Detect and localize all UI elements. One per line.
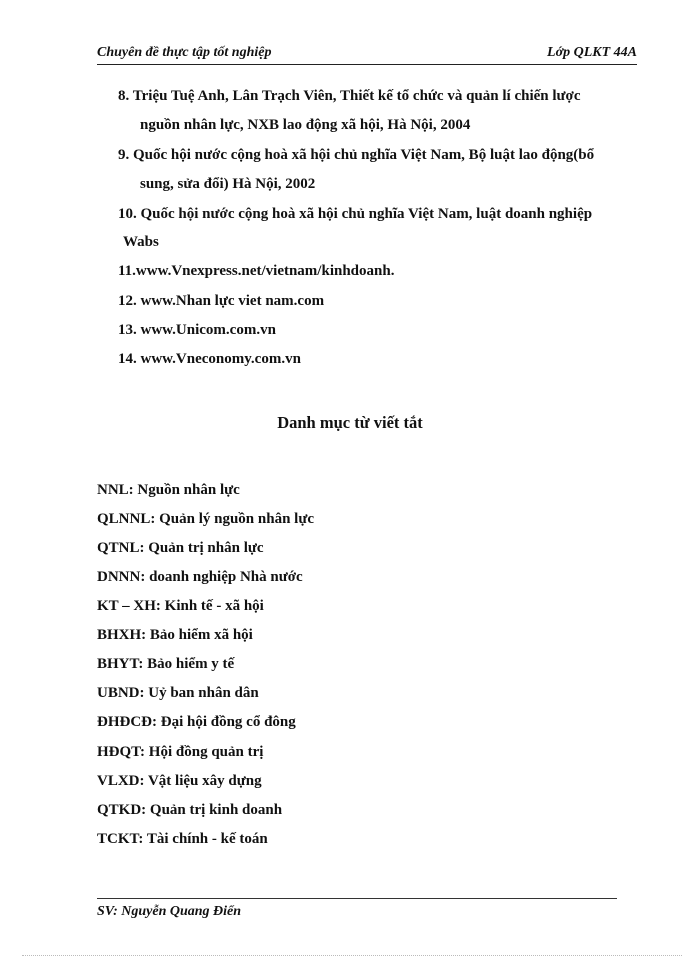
reference-item-continuation: Wabs: [123, 234, 159, 250]
header-course-title: Chuyên đề thực tập tốt nghiệp: [97, 45, 272, 60]
reference-item-continuation: sung, sửa đổi) Hà Nội, 2002: [140, 176, 316, 192]
reference-item: 9. Quốc hội nước cộng hoà xã hội chủ nghĩa Việt Nam, Bộ luật lao động(bổ: [118, 147, 595, 163]
abbreviation-item: QTNL: Quản trị nhân lực: [97, 540, 264, 556]
footer-student-name: SV: Nguyễn Quang Điển: [97, 904, 242, 918]
reference-item: 13. www.Unicom.com.vn: [118, 322, 276, 338]
reference-item: 12. www.Nhan lực viet nam.com: [118, 293, 325, 309]
header-class-name: Lớp QLKT 44A: [547, 45, 637, 60]
reference-item: 8. Triệu Tuệ Anh, Lân Trạch Viên, Thiết kế tổ chức và quản lí chiến lược: [118, 88, 581, 104]
abbreviation-item: ĐHĐCĐ: Đại hội đồng cổ đông: [97, 714, 296, 730]
abbreviation-item: VLXD: Vật liệu xây dựng: [97, 773, 262, 789]
abbreviation-item: BHYT: Bảo hiểm y tế: [97, 656, 235, 672]
footer-divider: [97, 898, 617, 899]
abbreviation-item: UBND: Uỷ ban nhân dân: [97, 685, 259, 701]
abbreviation-item: BHXH: Bảo hiểm xã hội: [97, 627, 253, 643]
page-header: [97, 44, 637, 65]
page-bottom-edge: [22, 955, 682, 956]
abbreviation-item: QTKD: Quản trị kinh doanh: [97, 802, 283, 818]
abbreviation-item: TCKT: Tài chính - kế toán: [97, 831, 268, 847]
reference-item: 14. www.Vneconomy.com.vn: [118, 351, 301, 367]
abbreviation-item: DNNN: doanh nghiệp Nhà nước: [97, 569, 303, 585]
abbreviation-item: KT – XH: Kinh tế - xã hội: [97, 598, 264, 614]
section-title: Danh mục từ viết tắt: [277, 413, 423, 432]
reference-item-continuation: nguồn nhân lực, NXB lao động xã hội, Hà Nội, 2004: [140, 117, 471, 133]
reference-item: 10. Quốc hội nước cộng hoà xã hội chủ nghĩa Việt Nam, luật doanh nghiệp: [118, 206, 593, 222]
reference-item: 11.www.Vnexpress.net/vietnam/kinhdoanh.: [118, 263, 395, 279]
abbreviation-item: NNL: Nguồn nhân lực: [97, 482, 240, 498]
abbreviation-item: HĐQT: Hội đồng quản trị: [97, 744, 264, 760]
abbreviation-item: QLNNL: Quản lý nguồn nhân lực: [97, 511, 314, 527]
